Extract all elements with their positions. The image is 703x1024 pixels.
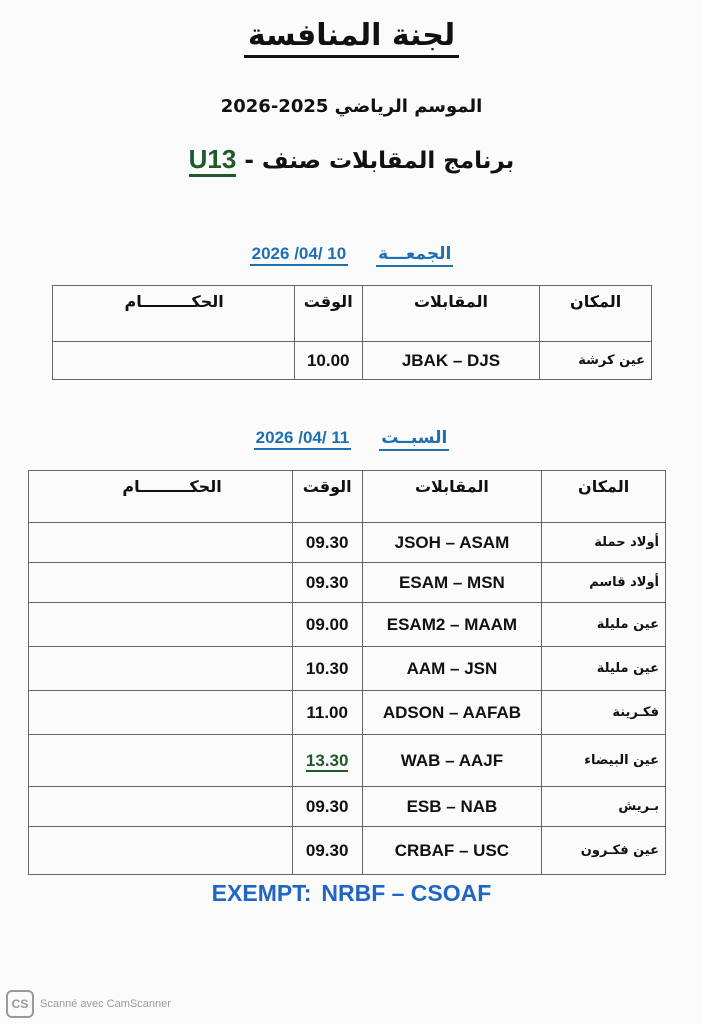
match-referees [29, 787, 293, 827]
table-row [29, 603, 666, 647]
match-teams: ESAM2 – MAAM [362, 603, 542, 647]
watermark-text: Scanné avec CamScanner [40, 998, 171, 1010]
match-referees [53, 342, 295, 380]
match-place: فكـرينة [542, 691, 666, 735]
col-match: المقابلات [362, 286, 540, 342]
exempt-teams: NRBF – CSOAF [321, 880, 492, 906]
category-label: U13 [189, 144, 237, 177]
day-name: السبــت [379, 428, 449, 451]
match-referees [29, 691, 293, 735]
highlighted-time: 13.30 [305, 750, 349, 770]
col-referees: الحكـــــــــام [53, 286, 295, 342]
match-referees [29, 603, 293, 647]
match-time-highlighted [292, 735, 362, 787]
program-label: برنامج المقابلات صنف - [244, 148, 515, 174]
day-header-friday [0, 244, 703, 264]
day-date: 10 /04/ 2026 [250, 244, 349, 266]
match-place: عين كرشة [540, 342, 652, 380]
table-row [29, 523, 666, 563]
match-time: 10.30 [292, 647, 362, 691]
match-teams: ADSON – AAFAB [362, 691, 542, 735]
match-teams: JSOH – ASAM [362, 523, 542, 563]
document-title [0, 18, 703, 53]
exempt-line [0, 880, 703, 907]
table-row [29, 691, 666, 735]
match-place: أولاد حملة [542, 523, 666, 563]
match-place: عين مليلة [542, 647, 666, 691]
camscanner-logo-icon: CS [6, 990, 34, 1018]
col-place: المكان [542, 471, 666, 523]
saturday-schedule-table [28, 470, 666, 875]
match-referees [29, 735, 293, 787]
table-row [53, 342, 652, 380]
col-referees: الحكـــــــــام [29, 471, 293, 523]
table-header-row [53, 286, 652, 342]
day-name: الجمعـــة [376, 244, 453, 267]
col-match: المقابلات [362, 471, 542, 523]
match-referees [29, 647, 293, 691]
match-place: بـريش [542, 787, 666, 827]
match-place: عين مليلة [542, 603, 666, 647]
table-header-row [29, 471, 666, 523]
col-time: الوقت [294, 286, 362, 342]
match-teams: CRBAF – USC [362, 827, 542, 875]
table-row [29, 827, 666, 875]
match-place: عين البيضاء [542, 735, 666, 787]
season-line: الموسم الرياضي 2025-2026 [220, 96, 483, 117]
day-header-saturday [0, 428, 703, 448]
match-time: 10.00 [294, 342, 362, 380]
match-teams: JBAK – DJS [362, 342, 540, 380]
match-teams: ESAM – MSN [362, 563, 542, 603]
table-row [29, 787, 666, 827]
match-place: عين فكـرون [542, 827, 666, 875]
table-row [29, 563, 666, 603]
committee-title: لجنة المنافسة [244, 18, 459, 58]
match-place: أولاد قاسم [542, 563, 666, 603]
match-time: 11.00 [292, 691, 362, 735]
program-line [0, 144, 703, 175]
match-teams: AAM – JSN [362, 647, 542, 691]
col-time: الوقت [292, 471, 362, 523]
exempt-label: EXEMPT: [211, 880, 312, 906]
match-referees [29, 827, 293, 875]
match-time: 09.00 [292, 603, 362, 647]
day-date: 11 /04/ 2026 [254, 428, 352, 450]
camscanner-watermark [6, 990, 171, 1018]
match-referees [29, 563, 293, 603]
friday-schedule-table [52, 285, 652, 380]
match-teams: ESB – NAB [362, 787, 542, 827]
match-time: 09.30 [292, 827, 362, 875]
table-row [29, 735, 666, 787]
table-row [29, 647, 666, 691]
match-teams: WAB – AAJF [362, 735, 542, 787]
match-time: 09.30 [292, 523, 362, 563]
match-time: 09.30 [292, 563, 362, 603]
match-time: 09.30 [292, 787, 362, 827]
match-referees [29, 523, 293, 563]
col-place: المكان [540, 286, 652, 342]
